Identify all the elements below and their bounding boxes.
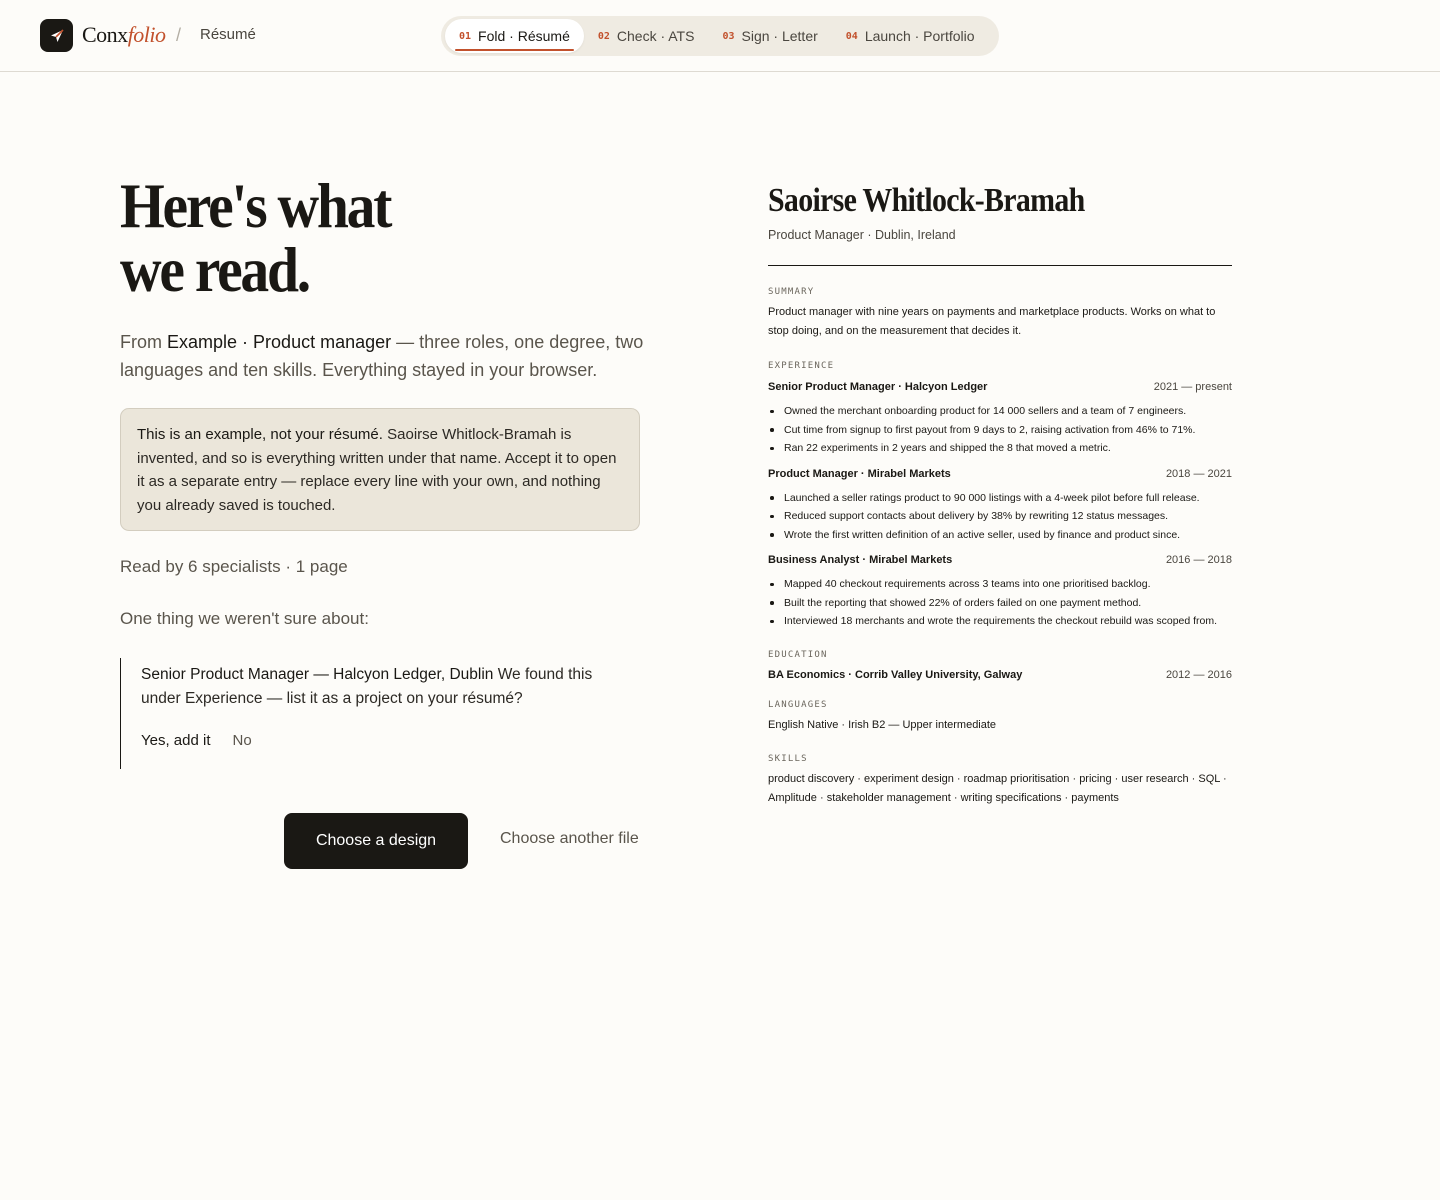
experience-entry (768, 379, 1232, 458)
intro-from: From (120, 332, 162, 352)
uncertainty-heading: One thing we weren't sure about: (120, 609, 369, 628)
experience-header (768, 466, 1232, 483)
question-subject: Senior Product Manager — Halcyon Ledger, Dublin (141, 666, 494, 683)
education-title: BA Economics · Corrib Valley University, Galway (768, 668, 1023, 681)
role-title: Senior Product Manager · Halcyon Ledger (768, 381, 988, 393)
step-tab-sign-letter[interactable] (708, 19, 831, 53)
notice-body: Saoirse Whitlock-Bramah is invented, and so is everything written under that name. Accept it to open it as a separate entry — replace every line with your own, and nothing you already saved is touched. (137, 426, 617, 514)
resume-preview (768, 180, 1232, 808)
role-bullet: Wrote the first written definition of an active seller, used by finance and product since. (768, 526, 1232, 545)
question-prompt: We found this under Experience — list it as a project on your résumé? (141, 666, 593, 707)
breadcrumb-current: Résumé (200, 26, 256, 43)
uncertain-item-question (120, 658, 640, 769)
section-label-languages: LANGUAGES (768, 699, 828, 710)
intro-source: Example · Product manager (167, 332, 392, 352)
summary-text: Product manager with nine years on payments and marketplace products. Works on what to stop doing, and on the measurement that decides it. (768, 306, 1216, 337)
intro-text (120, 328, 645, 384)
resume-education-section (768, 650, 1232, 681)
breadcrumb-separator: / (176, 25, 182, 45)
resume-name: Saoirse Whitlock-Bramah (768, 182, 1085, 219)
read-meta: Read by 6 specialists · 1 page (120, 557, 348, 576)
question-text (141, 663, 631, 711)
choose-another-file-button[interactable]: Choose another file (500, 830, 639, 847)
no-button[interactable]: No (232, 732, 252, 749)
role-dates: 2021 — present (1153, 381, 1232, 393)
role-bullet: Owned the merchant onboarding product for 14 000 sellers and a team of 7 engineers. (768, 402, 1232, 421)
role-bullet: Mapped 40 checkout requirements across 3 teams into one prioritised backlog. (768, 575, 1232, 594)
step-number: 01 (459, 30, 472, 42)
logo-mark[interactable] (40, 19, 73, 52)
experience-entry (768, 552, 1232, 631)
role-dates: 2016 — 2018 (1165, 554, 1232, 566)
section-label-skills: SKILLS (768, 753, 808, 764)
role-title: Product Manager · Mirabel Markets (768, 467, 951, 480)
section-label-education: EDUCATION (768, 649, 828, 660)
step-label: Check · ATS (616, 28, 695, 44)
role-bullet: Cut time from signup to first payout from 9 days to 2, raising activation from 46% to 71%. (768, 421, 1232, 440)
role-dates: 2018 — 2021 (1165, 467, 1232, 480)
step-number: 03 (722, 30, 735, 42)
role-bullet: Reduced support contacts about delivery by 38% by rewriting 12 status messages. (768, 507, 1232, 526)
role-bullet: Interviewed 18 merchants and wrote the requirements the checkout rebuild was scoped from. (768, 612, 1232, 631)
section-label-summary: SUMMARY (768, 287, 815, 297)
resume-subtitle: Product Manager · Dublin, Ireland (768, 228, 956, 242)
resume-languages-section (768, 700, 1232, 735)
page-title (120, 170, 498, 305)
section-label-experience: EXPERIENCE (768, 361, 835, 371)
role-title: Business Analyst · Mirabel Markets (768, 554, 953, 566)
experience-header (768, 552, 1232, 569)
role-bullet: Ran 22 experiments in 2 years and shipped the 8 that moved a metric. (768, 439, 1232, 458)
education-dates: 2012 — 2016 (1165, 668, 1232, 681)
role-bullet: Built the reporting that showed 22% of orders failed on one payment method. (768, 594, 1232, 613)
paper-plane-icon (49, 28, 65, 44)
page-title-line-1: Here's what (120, 170, 391, 241)
brand-accent: folio (127, 22, 166, 47)
step-tab-fold-resume[interactable] (445, 19, 584, 53)
step-tab-launch-portfolio[interactable] (832, 19, 989, 53)
question-actions (141, 732, 640, 749)
step-number: 04 (845, 30, 858, 42)
education-entry (768, 669, 1232, 681)
top-bar (0, 0, 1440, 72)
page-title-line-2: we read. (120, 234, 309, 305)
step-navigation (441, 16, 999, 56)
brand-wordmark[interactable] (82, 22, 166, 48)
step-tab-check-ats[interactable] (584, 19, 709, 53)
example-notice (120, 408, 640, 531)
experience-entry (768, 466, 1232, 545)
resume-divider (768, 265, 1232, 266)
resume-skills-section (768, 754, 1232, 808)
skills-text: product discovery · experiment design · roadmap prioritisation · pricing · user research · SQL · Amplitude · stakeholder management · writing specifications · payments (768, 772, 1227, 804)
notice-lead: This is an example, not your résumé. (137, 426, 383, 443)
role-bullet: Launched a seller ratings product to 90 000 listings with a 4-week pilot before full release. (768, 489, 1232, 508)
choose-design-button[interactable]: Choose a design (284, 813, 468, 869)
step-label: Sign · Letter (741, 28, 818, 44)
role-bullets (768, 575, 1232, 631)
intro-rest: — three roles, one degree, two languages and ten skills. Everything stayed in your browser. (120, 332, 644, 380)
yes-add-it-button[interactable]: Yes, add it (141, 732, 211, 749)
step-label: Fold · Résumé (478, 28, 570, 44)
brand-main: Conx (82, 22, 128, 47)
resume-experience-section (768, 361, 1232, 631)
experience-header (768, 379, 1232, 396)
role-bullets (768, 489, 1232, 545)
step-label: Launch · Portfolio (864, 28, 975, 44)
step-number: 02 (597, 30, 610, 42)
languages-text: English Native · Irish B2 — Upper intermediate (768, 718, 997, 731)
resume-summary-section (768, 287, 1232, 341)
role-bullets (768, 402, 1232, 458)
